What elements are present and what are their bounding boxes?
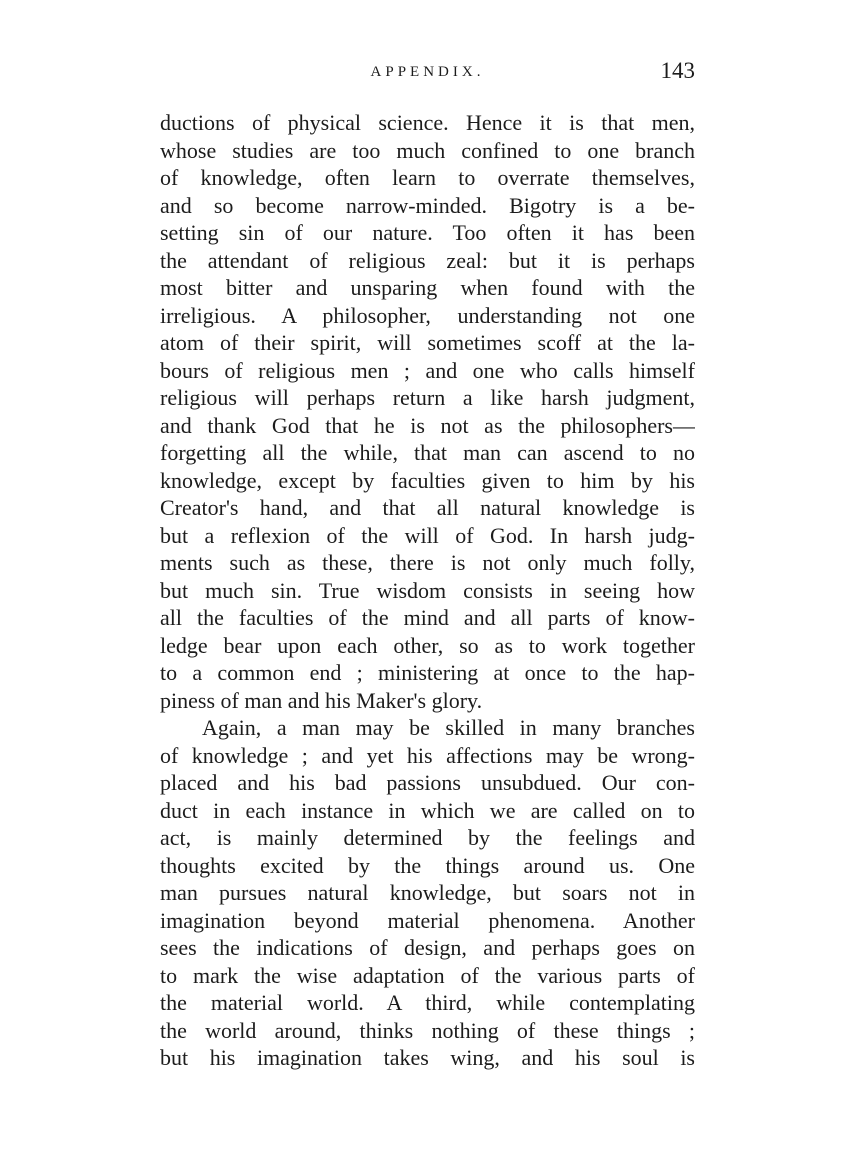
text-line: piness of man and his Maker's glory. bbox=[160, 687, 483, 713]
text-line: duct in each instance in which we are called on to bbox=[160, 797, 695, 823]
text-line: to a common end ; ministering at once to the hap- bbox=[160, 660, 695, 685]
text-line: sees the indications of design, and perhaps goes on bbox=[160, 935, 695, 960]
running-title: APPENDIX. bbox=[370, 64, 485, 80]
text-line: act, is mainly determined by the feelings and bbox=[160, 825, 695, 850]
text-line: religious will perhaps return a like harsh judgment, bbox=[160, 385, 695, 410]
text-line: whose studies are too much confined to one branch bbox=[160, 137, 695, 163]
text-line: forgetting all the while, that man can ascend to no bbox=[160, 440, 695, 465]
text-line: thoughts excited by the things around us. One bbox=[160, 852, 695, 878]
running-head bbox=[160, 58, 695, 92]
text-line: placed and his bad passions unsubdued. Our con- bbox=[160, 770, 695, 795]
text-line: of knowledge ; and yet his affections may be wrong- bbox=[160, 742, 695, 768]
text-line: but his imagination takes wing, and his soul is bbox=[160, 1045, 695, 1070]
text-line: and so become narrow-minded. Bigotry is a be- bbox=[160, 192, 695, 218]
text-line: all the faculties of the mind and all parts of know- bbox=[160, 605, 695, 630]
text-line: atom of their spirit, will sometimes scoff at the la- bbox=[160, 330, 695, 355]
text-line: Creator's hand, and that all natural knowledge is bbox=[160, 495, 695, 520]
text-line: knowledge, except by faculties given to him by his bbox=[160, 467, 695, 493]
text-line: most bitter and unsparing when found with the bbox=[160, 275, 695, 300]
text-line: ments such as these, there is not only much folly, bbox=[160, 550, 695, 575]
page-number: 143 bbox=[660, 58, 695, 83]
text-line: setting sin of our nature. Too often it has been bbox=[160, 220, 695, 245]
text-line: the world around, thinks nothing of these things ; bbox=[160, 1017, 695, 1043]
text-line: the material world. A third, while contemplating bbox=[160, 990, 695, 1015]
text-line: but much sin. True wisdom consists in seeing how bbox=[160, 577, 695, 603]
text-line: the attendant of religious zeal: but it is perhaps bbox=[160, 247, 695, 273]
text-line: but a reflexion of the will of God. In harsh judg- bbox=[160, 522, 695, 548]
text-line: to mark the wise adaptation of the various parts of bbox=[160, 962, 695, 988]
body-text bbox=[160, 109, 695, 1072]
text-line: man pursues natural knowledge, but soars not in bbox=[160, 880, 695, 905]
text-line: imagination beyond material phenomena. Another bbox=[160, 907, 695, 933]
text-line: ductions of physical science. Hence it is that men, bbox=[160, 110, 695, 135]
text-line: ledge bear upon each other, so as to work together bbox=[160, 632, 695, 658]
text-line: bours of religious men ; and one who calls himself bbox=[160, 357, 695, 383]
text-line: and thank God that he is not as the philosophers— bbox=[160, 412, 695, 438]
text-line: irreligious. A philosopher, understanding not one bbox=[160, 302, 695, 328]
text-line: of knowledge, often learn to overrate themselves, bbox=[160, 165, 695, 190]
text-line: Again, a man may be skilled in many branches bbox=[202, 715, 695, 740]
